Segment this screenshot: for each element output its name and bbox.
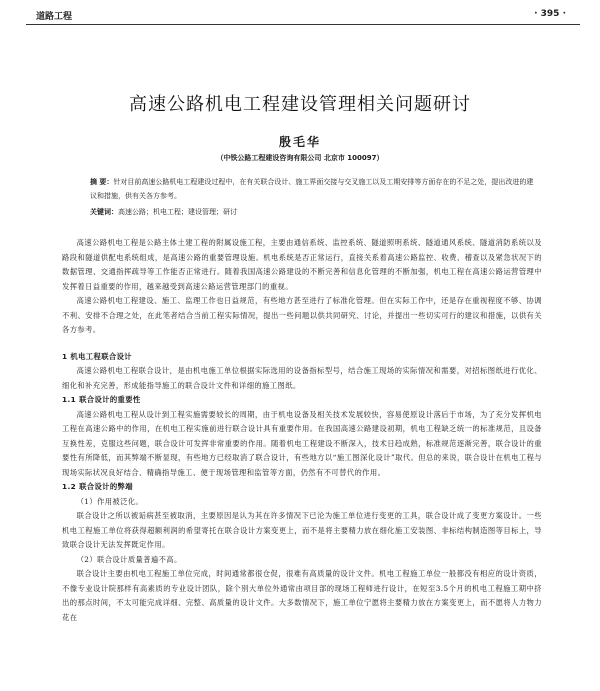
author-name: 殷毛华 <box>278 135 321 149</box>
section-1-1-heading: 1.1 联合设计的重要性 <box>62 395 141 404</box>
keywords-label: 关键词： <box>90 208 118 216</box>
list-item-2-paragraph: 联合设计主要由机电工程施工单位完成，时间通常都很仓促，很难有高质量的设计文件。机电工程施工单位一般都没有相应的设计资质，不像专业设计院那样有高素质的专业设计团队，除个别大单位外通常由项目部的现场工程师进行设计，在短至3.5个月的机电工程施工期中挤出的那点时间，不太可能完成详细、完整、高质量的设计文件。大多数情况下，施工单位宁愿将主要精力放在方案变更上，而不愿将人力物力花在 <box>62 569 542 622</box>
abstract-text: 针对目前高速公路机电工程建设过程中，在有关联合设计、施工界面交接与交叉施工以及工期安排等方面存在的不足之处，提出改进的建议和措施，供有关各方参考。 <box>90 178 534 200</box>
header-rule <box>26 24 580 25</box>
page-number: · 395 · <box>534 9 566 19</box>
article-body <box>62 236 542 625</box>
author-affiliation: （中铁公路工程建设咨询有限公司 北京市 100097） <box>216 154 384 162</box>
keywords <box>90 206 534 218</box>
abstract-label: 摘 要： <box>90 178 114 186</box>
keywords-text: 高速公路；机电工程；建设管理；研讨 <box>118 208 237 216</box>
section-1-heading: 1 机电工程联合设计 <box>62 351 132 361</box>
intro-paragraph-1: 高速公路机电工程是公路主体土建工程的附属设施工程，主要由通信系统、监控系统、隧道照明系统、隧道通风系统、隧道消防系统以及路段和隧道供配电系统组成，是高速公路的重要管理设施。机电系统是否正常运行，直接关系着高速公路监控、收费、稽查以及紧急状况下的数据管理、交通指挥疏导等工作能否正常进行。随着我国高速公路建设的不断完善和信息化管理的不断加强，机电工程在高速公路运营管理中发挥着日益重要的作用，越来越受到高速公路运营管理部门的重视。 <box>62 238 542 291</box>
intro-paragraph-2: 高速公路机电工程建设、施工、监理工作也日益规范，有些地方甚至进行了标准化管理。但在实际工作中，还是存在重视程度不够、协调不利、安排不合理之处，在此笔者结合当前工程实际情况，提出一些问题以供共同研究、讨论，并提出一些切实可行的建议和措施，以供有关各方参考。 <box>62 296 542 334</box>
section-1-2-heading: 1.2 联合设计的弊端 <box>62 482 133 491</box>
article-title: 高速公路机电工程建设管理相关问题研讨 <box>129 94 471 115</box>
running-header <box>26 9 580 23</box>
list-item-1-label: （1）作用被泛化。 <box>76 496 144 506</box>
abstract <box>90 175 534 203</box>
section-1-1-paragraph: 高速公路机电工程从设计到工程实施需要较长的周期，由于机电设备及相关技术发展较快，容易使原设计落后于市场，为了充分发挥机电工程在高速公路中的作用，在机电工程实施前进行联合设计具有重要作用。在我国高速公路建设初期，机电工程缺乏统一的标准规范，且设备互换性差，克服这些问题，联合设计可发挥非常重要的作用。随着机电工程建设不断深入，技术日趋成熟，标准规范逐渐完善，联合设计的重要性有所降低，而其弊端不断显现，有些地方已经取消了联合设计，有些地方以“施工图深化设计”取代。但总的来说，联合设计在机电工程与现场实际状况良好结合、精确指导施工、便于现场管理和监管等方面，仍然有不可替代的作用。 <box>62 409 542 477</box>
list-item-2-label: （2）联合设计质量普遍不高。 <box>76 554 182 564</box>
list-item-1-paragraph: 联合设计之所以被诟病甚至被取消，主要原因是认为其在许多情况下已沦为施工单位进行变更的工具，联合设计成了变更方案设计。一些机电工程施工单位将获得超额利润的希望寄托在联合设计方案变更上，而不是将主要精力放在细化施工安装图、非标结构制造图等目标上，导致联合设计无法发挥既定作用。 <box>62 511 542 549</box>
journal-name: 道路工程 <box>36 12 73 22</box>
section-1-paragraph: 高速公路机电工程联合设计，是由机电施工单位根据实际选用的设备指标型号，结合施工现场的实际情况和需要，对招标图纸进行优化、细化和补充完善，形成能指导施工的联合设计文件和详细的施工图纸。 <box>62 366 542 390</box>
